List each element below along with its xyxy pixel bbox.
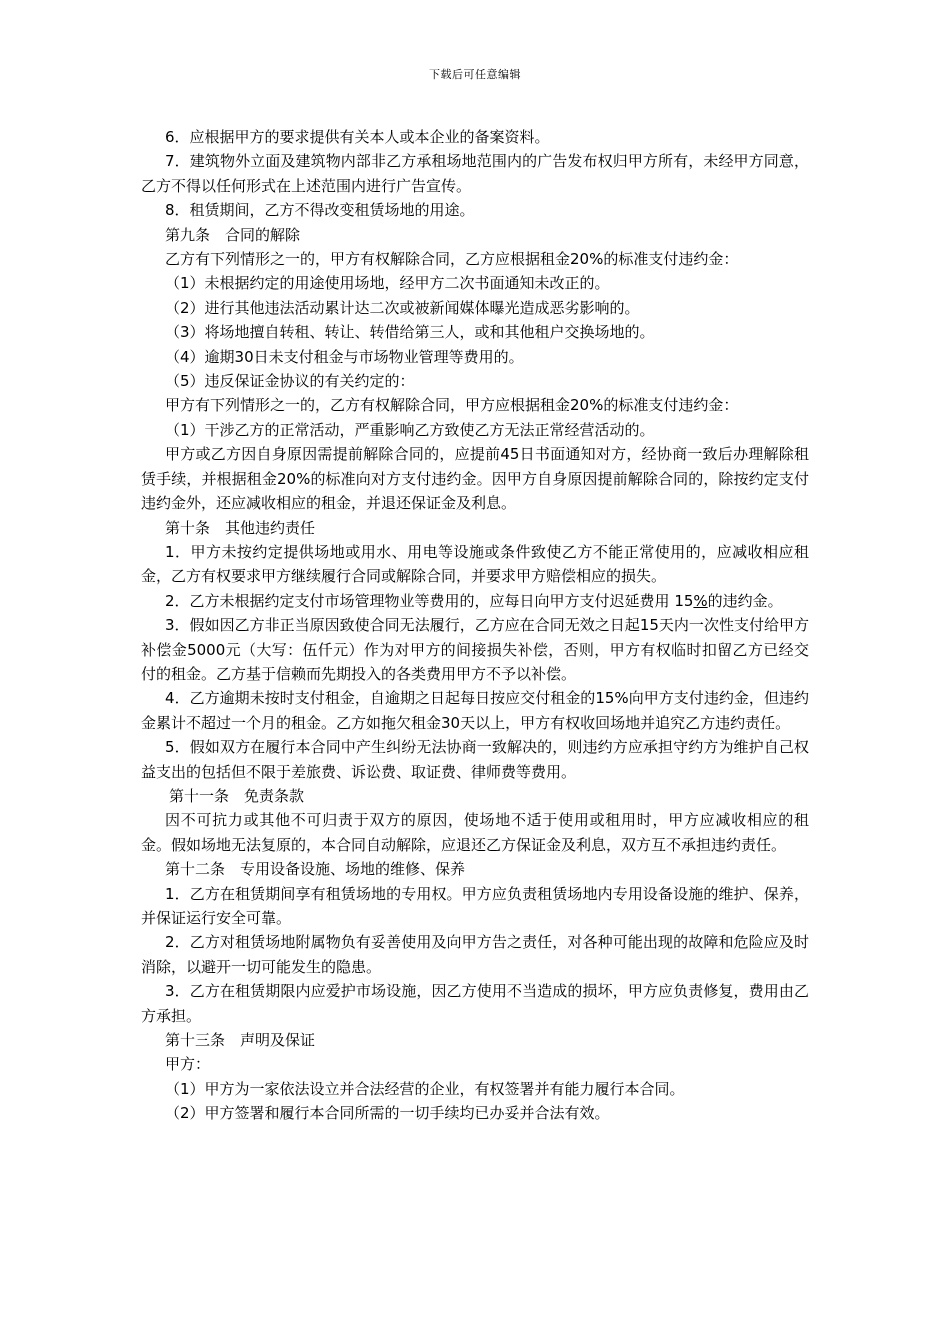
article-10-item-3: 3．假如因乙方非正当原因致使合同无法履行，乙方应在合同无效之日起15天内一次性支付给甲方补偿金5000元（大写：伍仟元）作为对甲方的间接损失补偿，否则，甲方有权临时扣留乙方已经交付的租金。乙方基于信赖而先期投入的各类费用甲方不予以补偿。 <box>141 616 809 683</box>
document-body <box>141 125 809 1126</box>
underlined-percent-sign: % <box>693 591 708 610</box>
article-12-item-1: 1．乙方在租赁期间享有租赁场地的专用权。甲方应负责租赁场地内专用设备设施的维护、保养，并保证运行安全可靠。 <box>141 884 809 927</box>
article-9-early-termination: 甲方或乙方因自身原因需提前解除合同的，应提前45日书面通知对方，经协商一致后办理解除租赁手续，并根据租金20%的标准向对方支付违约金。因甲方自身原因提前解除合同的，除按约定支付违约金外，还应减收相应的租金，并退还保证金及利息。 <box>141 445 809 513</box>
page-header-note: 下载后可任意编辑 <box>429 68 521 81</box>
article-9-tenant-item-5: （5）违反保证金协议的有关约定的： <box>165 372 415 391</box>
article-10-item-2 <box>141 589 809 613</box>
clause-8-item-7: 7．建筑物外立面及建筑物内部非乙方承租场地范围内的广告发布权归甲方所有，未经甲方同意，乙方不得以任何形式在上述范围内进行广告宣传。 <box>141 152 809 195</box>
clause-8-item-8: 8．租赁期间，乙方不得改变租赁场地的用途。 <box>165 201 475 220</box>
article-9-heading: 第九条 合同的解除 <box>165 225 301 244</box>
article-13-party-a-item-1: （1）甲方为一家依法设立并合法经营的企业，有权签署并有能力履行本合同。 <box>165 1079 685 1098</box>
article-9-landlord-breach-intro: 甲方有下列情形之一的，乙方有权解除合同，甲方应根据租金20%的标准支付违约金： <box>165 396 739 415</box>
article-9-tenant-item-2: （2）进行其他违法活动累计达二次或被新闻媒体曝光造成恶劣影响的。 <box>165 298 640 317</box>
article-9-landlord-item-1: （1）干涉乙方的正常活动，严重影响乙方致使乙方无法正常经营活动的。 <box>165 420 655 439</box>
article-12-item-3: 3．乙方在租赁期限内应爱护市场设施，因乙方使用不当造成的损坏，甲方应负责修复，费用由乙方承担。 <box>141 982 809 1025</box>
article-10-item-2-text-end: 的违约金。 <box>707 591 783 610</box>
article-12-heading: 第十二条 专用设备设施、场地的维修、保养 <box>165 860 466 879</box>
article-10-item-2-text: 2．乙方未根据约定支付市场管理物业等费用的，应每日向甲方支付迟延费用 15 <box>165 591 694 610</box>
article-11-body: 因不可抗力或其他不可归责于双方的原因，使场地不适于使用或租用时，甲方应减收相应的租金。假如场地无法复原的，本合同自动解除，应退还乙方保证金及利息，双方互不承担违约责任。 <box>141 811 809 854</box>
article-11-heading: 第十一条 免责条款 <box>169 786 305 805</box>
article-9-tenant-breach-intro: 乙方有下列情形之一的，甲方有权解除合同，乙方应根据租金20%的标准支付违约金： <box>165 250 739 269</box>
article-13-party-a-item-2: （2）甲方签署和履行本合同所需的一切手续均已办妥并合法有效。 <box>165 1104 610 1123</box>
article-10-item-5: 5．假如双方在履行本合同中产生纠纷无法协商一致解决的，则违约方应承担守约方为维护自己权益支出的包括但不限于差旅费、诉讼费、取证费、律师费等费用。 <box>141 738 809 781</box>
article-10-heading: 第十条 其他违约责任 <box>165 518 316 537</box>
article-13-heading: 第十三条 声明及保证 <box>165 1031 316 1050</box>
article-10-item-1: 1．甲方未按约定提供场地或用水、用电等设施或条件致使乙方不能正常使用的，应减收相应租金，乙方有权要求甲方继续履行合同或解除合同，并要求甲方赔偿相应的损失。 <box>141 542 809 586</box>
article-13-party-a-label: 甲方： <box>165 1055 211 1074</box>
article-9-tenant-item-3: （3）将场地擅自转租、转让、转借给第三人，或和其他租户交换场地的。 <box>165 323 655 342</box>
article-10-item-4: 4．乙方逾期未按时支付租金，自逾期之日起每日按应交付租金的15%向甲方支付违约金，但违约金累计不超过一个月的租金。乙方如拖欠租金30天以上，甲方有权收回场地并追究乙方违约责任。 <box>141 689 809 732</box>
article-9-tenant-item-4: （4）逾期30日未支付租金与市场物业管理等费用的。 <box>165 347 524 366</box>
article-9-tenant-item-1: （1）未根据约定的用途使用场地，经甲方二次书面通知未改正的。 <box>165 274 610 293</box>
clause-8-item-6: 6．应根据甲方的要求提供有关本人或本企业的备案资料。 <box>165 128 550 146</box>
article-12-item-2: 2．乙方对租赁场地附属物负有妥善使用及向甲方告之责任，对各种可能出现的故障和危险应及时消除，以避开一切可能发生的隐患。 <box>141 933 809 976</box>
